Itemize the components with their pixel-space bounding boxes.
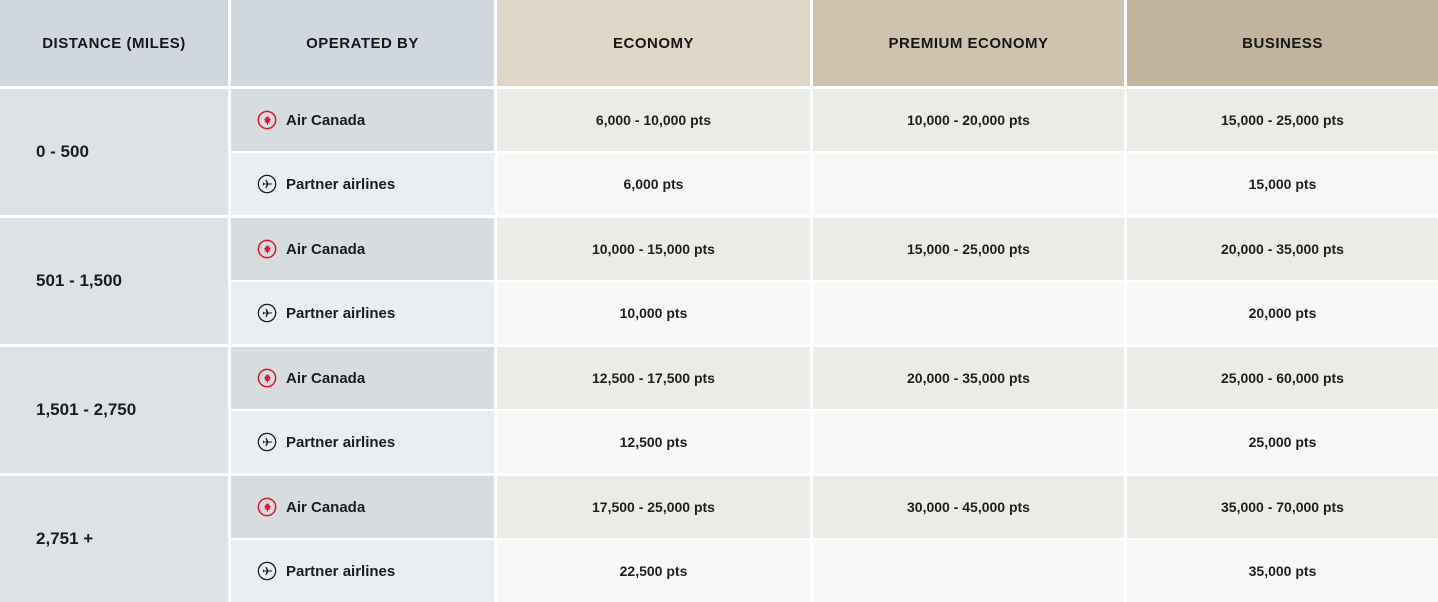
business-points-cell: 15,000 pts (1127, 153, 1438, 215)
operator-label: Air Canada (286, 369, 366, 387)
operator-label: Partner airlines (286, 562, 396, 580)
premium-economy-points-cell: 10,000 - 20,000 pts (813, 89, 1124, 151)
business-points-cell: 35,000 - 70,000 pts (1127, 476, 1438, 538)
business-points-cell: 20,000 - 35,000 pts (1127, 218, 1438, 280)
operator-cell-air-canada (231, 347, 494, 409)
economy-points-cell: 22,500 pts (497, 540, 810, 602)
partner-airplane-icon (257, 174, 277, 194)
distance-band-group (0, 476, 1438, 602)
partner-airplane-icon (257, 561, 277, 581)
distance-band-label: 0 - 500 (0, 89, 228, 215)
air-canada-maple-leaf-icon (257, 239, 277, 259)
operator-cell-air-canada (231, 89, 494, 151)
partner-airplane-icon (257, 432, 277, 452)
distance-band-label: 501 - 1,500 (0, 218, 228, 344)
air-canada-maple-leaf-icon (257, 110, 277, 130)
operator-cell-partner (231, 411, 494, 473)
column-header-business: BUSINESS (1127, 0, 1438, 86)
premium-economy-points-cell: 15,000 - 25,000 pts (813, 218, 1124, 280)
premium-economy-points-cell (813, 282, 1124, 344)
operator-label: Partner airlines (286, 175, 396, 193)
partner-airplane-icon (257, 303, 277, 323)
air-canada-maple-leaf-icon (257, 497, 277, 517)
operator-cell-partner (231, 540, 494, 602)
operator-label: Partner airlines (286, 433, 396, 451)
operator-cell-air-canada (231, 218, 494, 280)
column-header-operated-by: OPERATED BY (231, 0, 494, 86)
distance-band-group (0, 218, 1438, 344)
premium-economy-points-cell (813, 153, 1124, 215)
table-header-row (0, 0, 1438, 86)
business-points-cell: 15,000 - 25,000 pts (1127, 89, 1438, 151)
economy-points-cell: 6,000 - 10,000 pts (497, 89, 810, 151)
premium-economy-points-cell: 20,000 - 35,000 pts (813, 347, 1124, 409)
operator-label: Air Canada (286, 111, 366, 129)
column-header-premium-economy: PREMIUM ECONOMY (813, 0, 1124, 86)
business-points-cell: 25,000 pts (1127, 411, 1438, 473)
economy-points-cell: 12,500 - 17,500 pts (497, 347, 810, 409)
economy-points-cell: 10,000 - 15,000 pts (497, 218, 810, 280)
distance-band-group (0, 89, 1438, 215)
economy-points-cell: 10,000 pts (497, 282, 810, 344)
operator-cell-partner (231, 153, 494, 215)
economy-points-cell: 17,500 - 25,000 pts (497, 476, 810, 538)
operator-label: Air Canada (286, 240, 366, 258)
air-canada-maple-leaf-icon (257, 368, 277, 388)
distance-band-label: 1,501 - 2,750 (0, 347, 228, 473)
economy-points-cell: 6,000 pts (497, 153, 810, 215)
distance-band-label: 2,751 + (0, 476, 228, 602)
operator-label: Partner airlines (286, 304, 396, 322)
business-points-cell: 25,000 - 60,000 pts (1127, 347, 1438, 409)
premium-economy-points-cell (813, 411, 1124, 473)
premium-economy-points-cell: 30,000 - 45,000 pts (813, 476, 1124, 538)
business-points-cell: 20,000 pts (1127, 282, 1438, 344)
business-points-cell: 35,000 pts (1127, 540, 1438, 602)
column-header-distance: DISTANCE (MILES) (0, 0, 228, 86)
economy-points-cell: 12,500 pts (497, 411, 810, 473)
operator-cell-air-canada (231, 476, 494, 538)
column-header-economy: ECONOMY (497, 0, 810, 86)
operator-label: Air Canada (286, 498, 366, 516)
operator-cell-partner (231, 282, 494, 344)
distance-band-group (0, 347, 1438, 473)
premium-economy-points-cell (813, 540, 1124, 602)
